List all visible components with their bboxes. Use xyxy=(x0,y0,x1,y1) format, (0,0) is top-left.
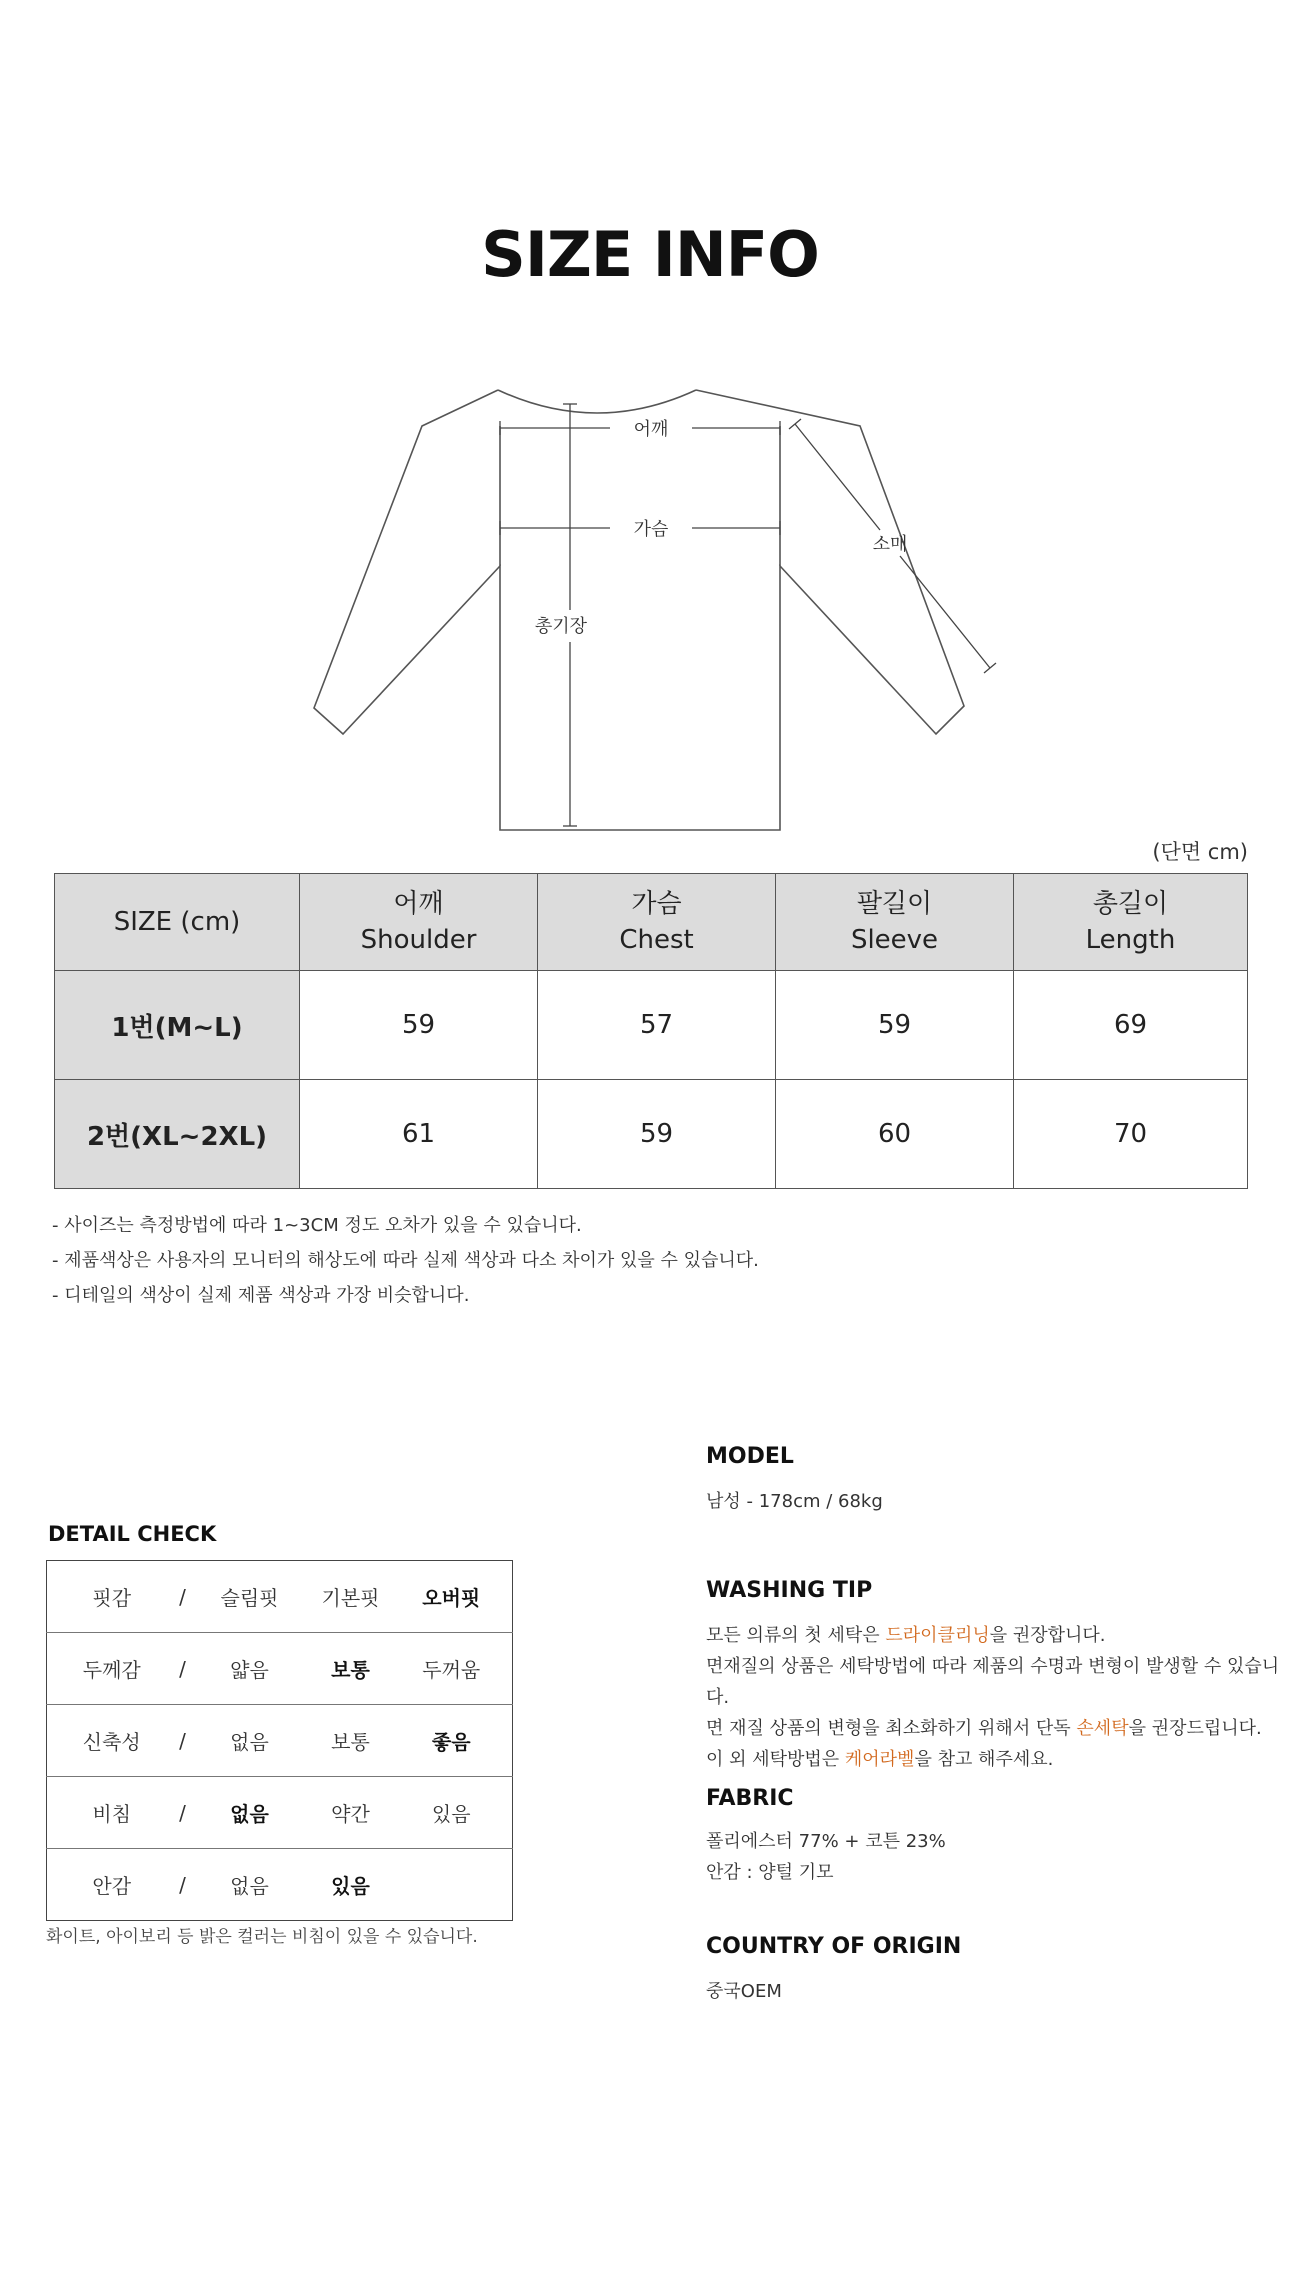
detail-check-separator: / xyxy=(177,1705,189,1777)
page-title: SIZE INFO xyxy=(481,218,819,291)
header-shoulder: 어깨 Shoulder xyxy=(300,874,538,971)
detail-check-option: 없음 xyxy=(230,1874,269,1898)
fabric-title: FABRIC xyxy=(706,1786,794,1811)
detail-check-option: 얇음 xyxy=(189,1633,311,1705)
size-table xyxy=(54,873,1248,1189)
measurement-lines xyxy=(500,404,996,826)
table-row xyxy=(55,1080,1248,1189)
washing-tip-text xyxy=(706,1620,1300,1775)
detail-check-option xyxy=(391,1849,513,1921)
fabric-line: 폴리에스터 77% + 코튼 23% xyxy=(706,1831,946,1852)
fabric-line: 안감 : 양털 기모 xyxy=(706,1862,834,1883)
unit-note: (단면 cm) xyxy=(1152,840,1248,864)
origin-text: 중국OEM xyxy=(706,1981,782,2002)
detail-check-separator: / xyxy=(177,1777,189,1849)
detail-check-option: 보통 xyxy=(311,1705,391,1777)
detail-check-label: 비침 xyxy=(47,1777,177,1849)
size-notes xyxy=(52,1208,759,1313)
garment-outline xyxy=(314,390,964,830)
detail-check-option: 두꺼움 xyxy=(391,1633,513,1705)
detail-check-option-selected: 오버핏 xyxy=(391,1561,513,1633)
detail-check-option-selected: 없음 xyxy=(189,1777,311,1849)
shoulder-value: 59 xyxy=(300,971,538,1080)
chest-value: 59 xyxy=(538,1080,776,1189)
detail-check-separator: / xyxy=(177,1561,189,1633)
sleeve-value: 60 xyxy=(776,1080,1014,1189)
detail-check-separator: / xyxy=(177,1633,189,1705)
sleeve-value: 59 xyxy=(776,971,1014,1080)
length-value: 70 xyxy=(1014,1080,1248,1189)
detail-check-option: 있음 xyxy=(391,1777,513,1849)
detail-check-option-selected: 있음 xyxy=(331,1874,370,1898)
fabric-text xyxy=(706,1826,946,1888)
diagram-label-chest: 가슴 xyxy=(633,519,669,540)
washing-tip-line: 모든 의류의 첫 세탁은 드라이클리닝을 권장합니다. xyxy=(706,1625,1106,1646)
diagram-label-sleeve: 소매 xyxy=(872,534,908,555)
size-table-header-row xyxy=(55,874,1248,971)
diagram-label-shoulder: 어깨 xyxy=(633,419,669,440)
detail-check-note: 화이트, 아이보리 등 밝은 컬러는 비침이 있을 수 있습니다. xyxy=(46,1927,478,1947)
detail-check-option: 없음 xyxy=(189,1705,311,1777)
header-sleeve: 팔길이 Sleeve xyxy=(776,874,1014,971)
chest-value: 57 xyxy=(538,971,776,1080)
model-title: MODEL xyxy=(706,1444,794,1469)
size-name: 1번(M~L) xyxy=(55,971,300,1080)
detail-check-title: DETAIL CHECK xyxy=(48,1522,217,1546)
diagram-label-length: 총기장 xyxy=(534,616,588,637)
detail-check-row xyxy=(47,1561,513,1633)
header-length: 총길이 Length xyxy=(1014,874,1248,971)
length-value: 69 xyxy=(1014,971,1248,1080)
note-item: - 디테일의 색상이 실제 제품 색상과 가장 비슷합니다. xyxy=(52,1285,470,1306)
detail-check-label: 핏감 xyxy=(47,1561,177,1633)
washing-tip-title: WASHING TIP xyxy=(706,1578,873,1603)
size-name: 2번(XL~2XL) xyxy=(55,1080,300,1189)
detail-check-option: 약간 xyxy=(311,1777,391,1849)
detail-check-row xyxy=(47,1849,513,1921)
detail-check-row xyxy=(47,1777,513,1849)
detail-check-option: 슬림핏 xyxy=(189,1561,311,1633)
washing-tip-line: 이 외 세탁방법은 케어라벨을 참고 해주세요. xyxy=(706,1749,1054,1770)
garment-measurement-diagram xyxy=(300,370,1000,840)
model-text: 남성 - 178cm / 68kg xyxy=(706,1491,883,1512)
shoulder-value: 61 xyxy=(300,1080,538,1189)
detail-check-label: 안감 xyxy=(92,1874,132,1898)
washing-tip-line: 면 재질 상품의 변형을 최소화하기 위해서 단독 손세탁을 권장드립니다. xyxy=(706,1718,1262,1739)
washing-tip-line: 면재질의 상품은 세탁방법에 따라 제품의 수명과 변형이 발생할 수 있습니다. xyxy=(706,1656,1280,1708)
table-row xyxy=(55,971,1248,1080)
detail-check-row xyxy=(47,1633,513,1705)
note-item: - 제품색상은 사용자의 모니터의 해상도에 따라 실제 색상과 다소 차이가 있을 수 있습니다. xyxy=(52,1250,759,1271)
detail-check-label: 신축성 xyxy=(47,1705,177,1777)
detail-check-option: 기본핏 xyxy=(311,1561,391,1633)
origin-title: COUNTRY OF ORIGIN xyxy=(706,1934,962,1959)
detail-check-separator: / xyxy=(179,1872,186,1897)
note-item: - 사이즈는 측정방법에 따라 1~3CM 정도 오차가 있을 수 있습니다. xyxy=(52,1215,582,1236)
detail-check-table xyxy=(46,1560,513,1921)
detail-check-row xyxy=(47,1705,513,1777)
detail-check-option-selected: 좋음 xyxy=(391,1705,513,1777)
header-size: SIZE (cm) xyxy=(55,874,300,971)
detail-check-option-selected: 보통 xyxy=(311,1633,391,1705)
header-chest: 가슴 Chest xyxy=(538,874,776,971)
detail-check-label: 두께감 xyxy=(47,1633,177,1705)
